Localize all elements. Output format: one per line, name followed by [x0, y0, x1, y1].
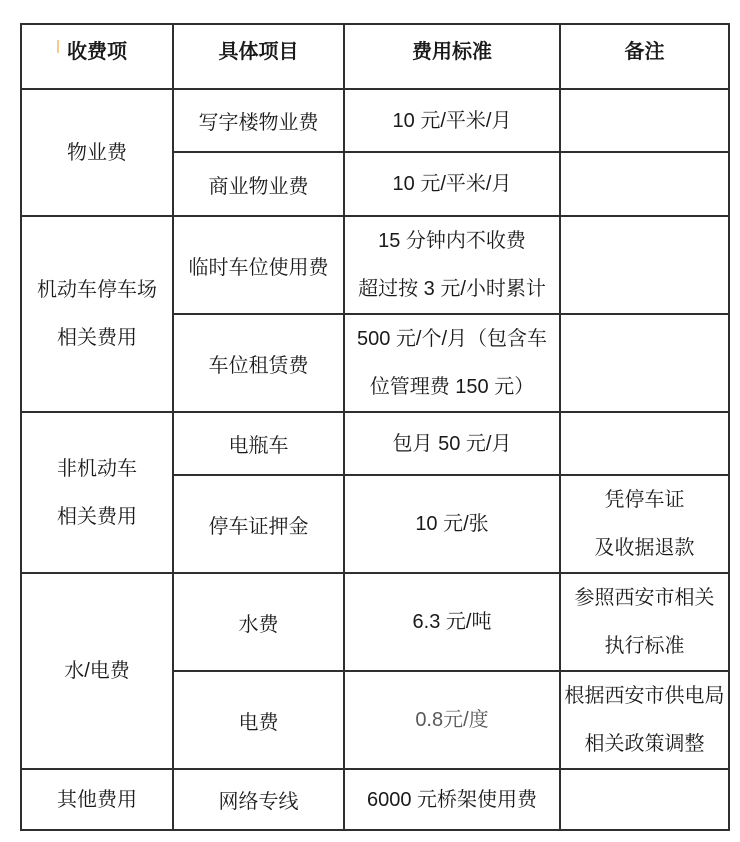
remark-cell [560, 475, 729, 573]
item-cell: 商业物业费 [173, 152, 344, 216]
section-cell-property-fee [21, 89, 173, 216]
remark-cell-empty [560, 769, 729, 830]
section-name-line: 机动车停车场 [37, 279, 157, 301]
section-cell-water-electricity [21, 573, 173, 769]
remark-cell-empty [560, 89, 729, 152]
standard-line: 15 分钟内不收费 [378, 230, 526, 252]
item-cell: 水费 [173, 573, 344, 671]
header-cell-fee-standard: 费用标准 [344, 24, 560, 89]
item-cell: 电费 [173, 671, 344, 769]
remark-line: 执行标准 [604, 635, 685, 657]
standard-cell [344, 216, 560, 314]
standard-line: 包月 50 元/月 [392, 432, 512, 455]
standard-line: 500 元/个/月（包含车 [356, 328, 548, 350]
remark-cell-empty [560, 314, 729, 412]
standard-line: 超过按 3 元/小时累计 [358, 278, 546, 300]
section-name-line: 其他费用 [57, 788, 137, 811]
table-row [21, 89, 729, 152]
table-row [21, 412, 729, 475]
table-row [21, 573, 729, 671]
section-cell-other-fees [21, 769, 173, 830]
standard-cell [344, 671, 560, 769]
item-cell: 停车证押金 [173, 475, 344, 573]
section-name-line: 相关费用 [57, 327, 137, 349]
remark-line: 根据西安市供电局 [564, 685, 725, 707]
header-cell-fee-item: 收费项 [21, 24, 173, 89]
table-row [21, 769, 729, 830]
remark-cell-empty [560, 412, 729, 475]
standard-cell [344, 412, 560, 475]
standard-line: 10 元/平米/月 [392, 173, 512, 195]
standard-line: 10 元/张 [415, 513, 489, 535]
section-name-line: 物业费 [67, 141, 127, 164]
standard-cell [344, 314, 560, 412]
remark-cell-empty [560, 216, 729, 314]
remark-cell-empty [560, 152, 729, 216]
header-row [21, 24, 729, 89]
fee-schedule-table [20, 23, 730, 831]
standard-cell [344, 152, 560, 216]
standard-cell [344, 573, 560, 671]
remark-cell [560, 573, 729, 671]
remark-line: 及收据退款 [594, 537, 695, 559]
standard-line: 位管理费 150 元） [369, 376, 535, 398]
item-cell: 临时车位使用费 [173, 216, 344, 314]
section-name-line: 水/电费 [64, 660, 130, 682]
item-cell: 电瓶车 [173, 412, 344, 475]
standard-cell [344, 475, 560, 573]
table-row [21, 216, 729, 314]
header-cell-specific-item: 具体项目 [173, 24, 344, 89]
section-cell-motor-parking [21, 216, 173, 412]
standard-line: 6000 元桥架使用费 [366, 788, 538, 811]
standard-cell [344, 89, 560, 152]
item-cell: 网络专线 [173, 769, 344, 830]
standard-line: 0.8元/度 [415, 709, 489, 731]
item-cell: 车位租赁费 [173, 314, 344, 412]
standard-line: 6.3 元/吨 [412, 611, 492, 633]
item-cell: 写字楼物业费 [173, 89, 344, 152]
remark-line: 凭停车证 [604, 489, 685, 511]
section-name-line: 相关费用 [57, 505, 137, 528]
remark-cell [560, 671, 729, 769]
standard-cell [344, 769, 560, 830]
standard-line: 10 元/平米/月 [392, 109, 512, 132]
remark-line: 参照西安市相关 [574, 587, 715, 609]
section-cell-non-motor [21, 412, 173, 573]
remark-line: 相关政策调整 [584, 733, 705, 755]
section-name-line: 非机动车 [57, 457, 137, 480]
header-cell-remark: 备注 [560, 24, 729, 89]
